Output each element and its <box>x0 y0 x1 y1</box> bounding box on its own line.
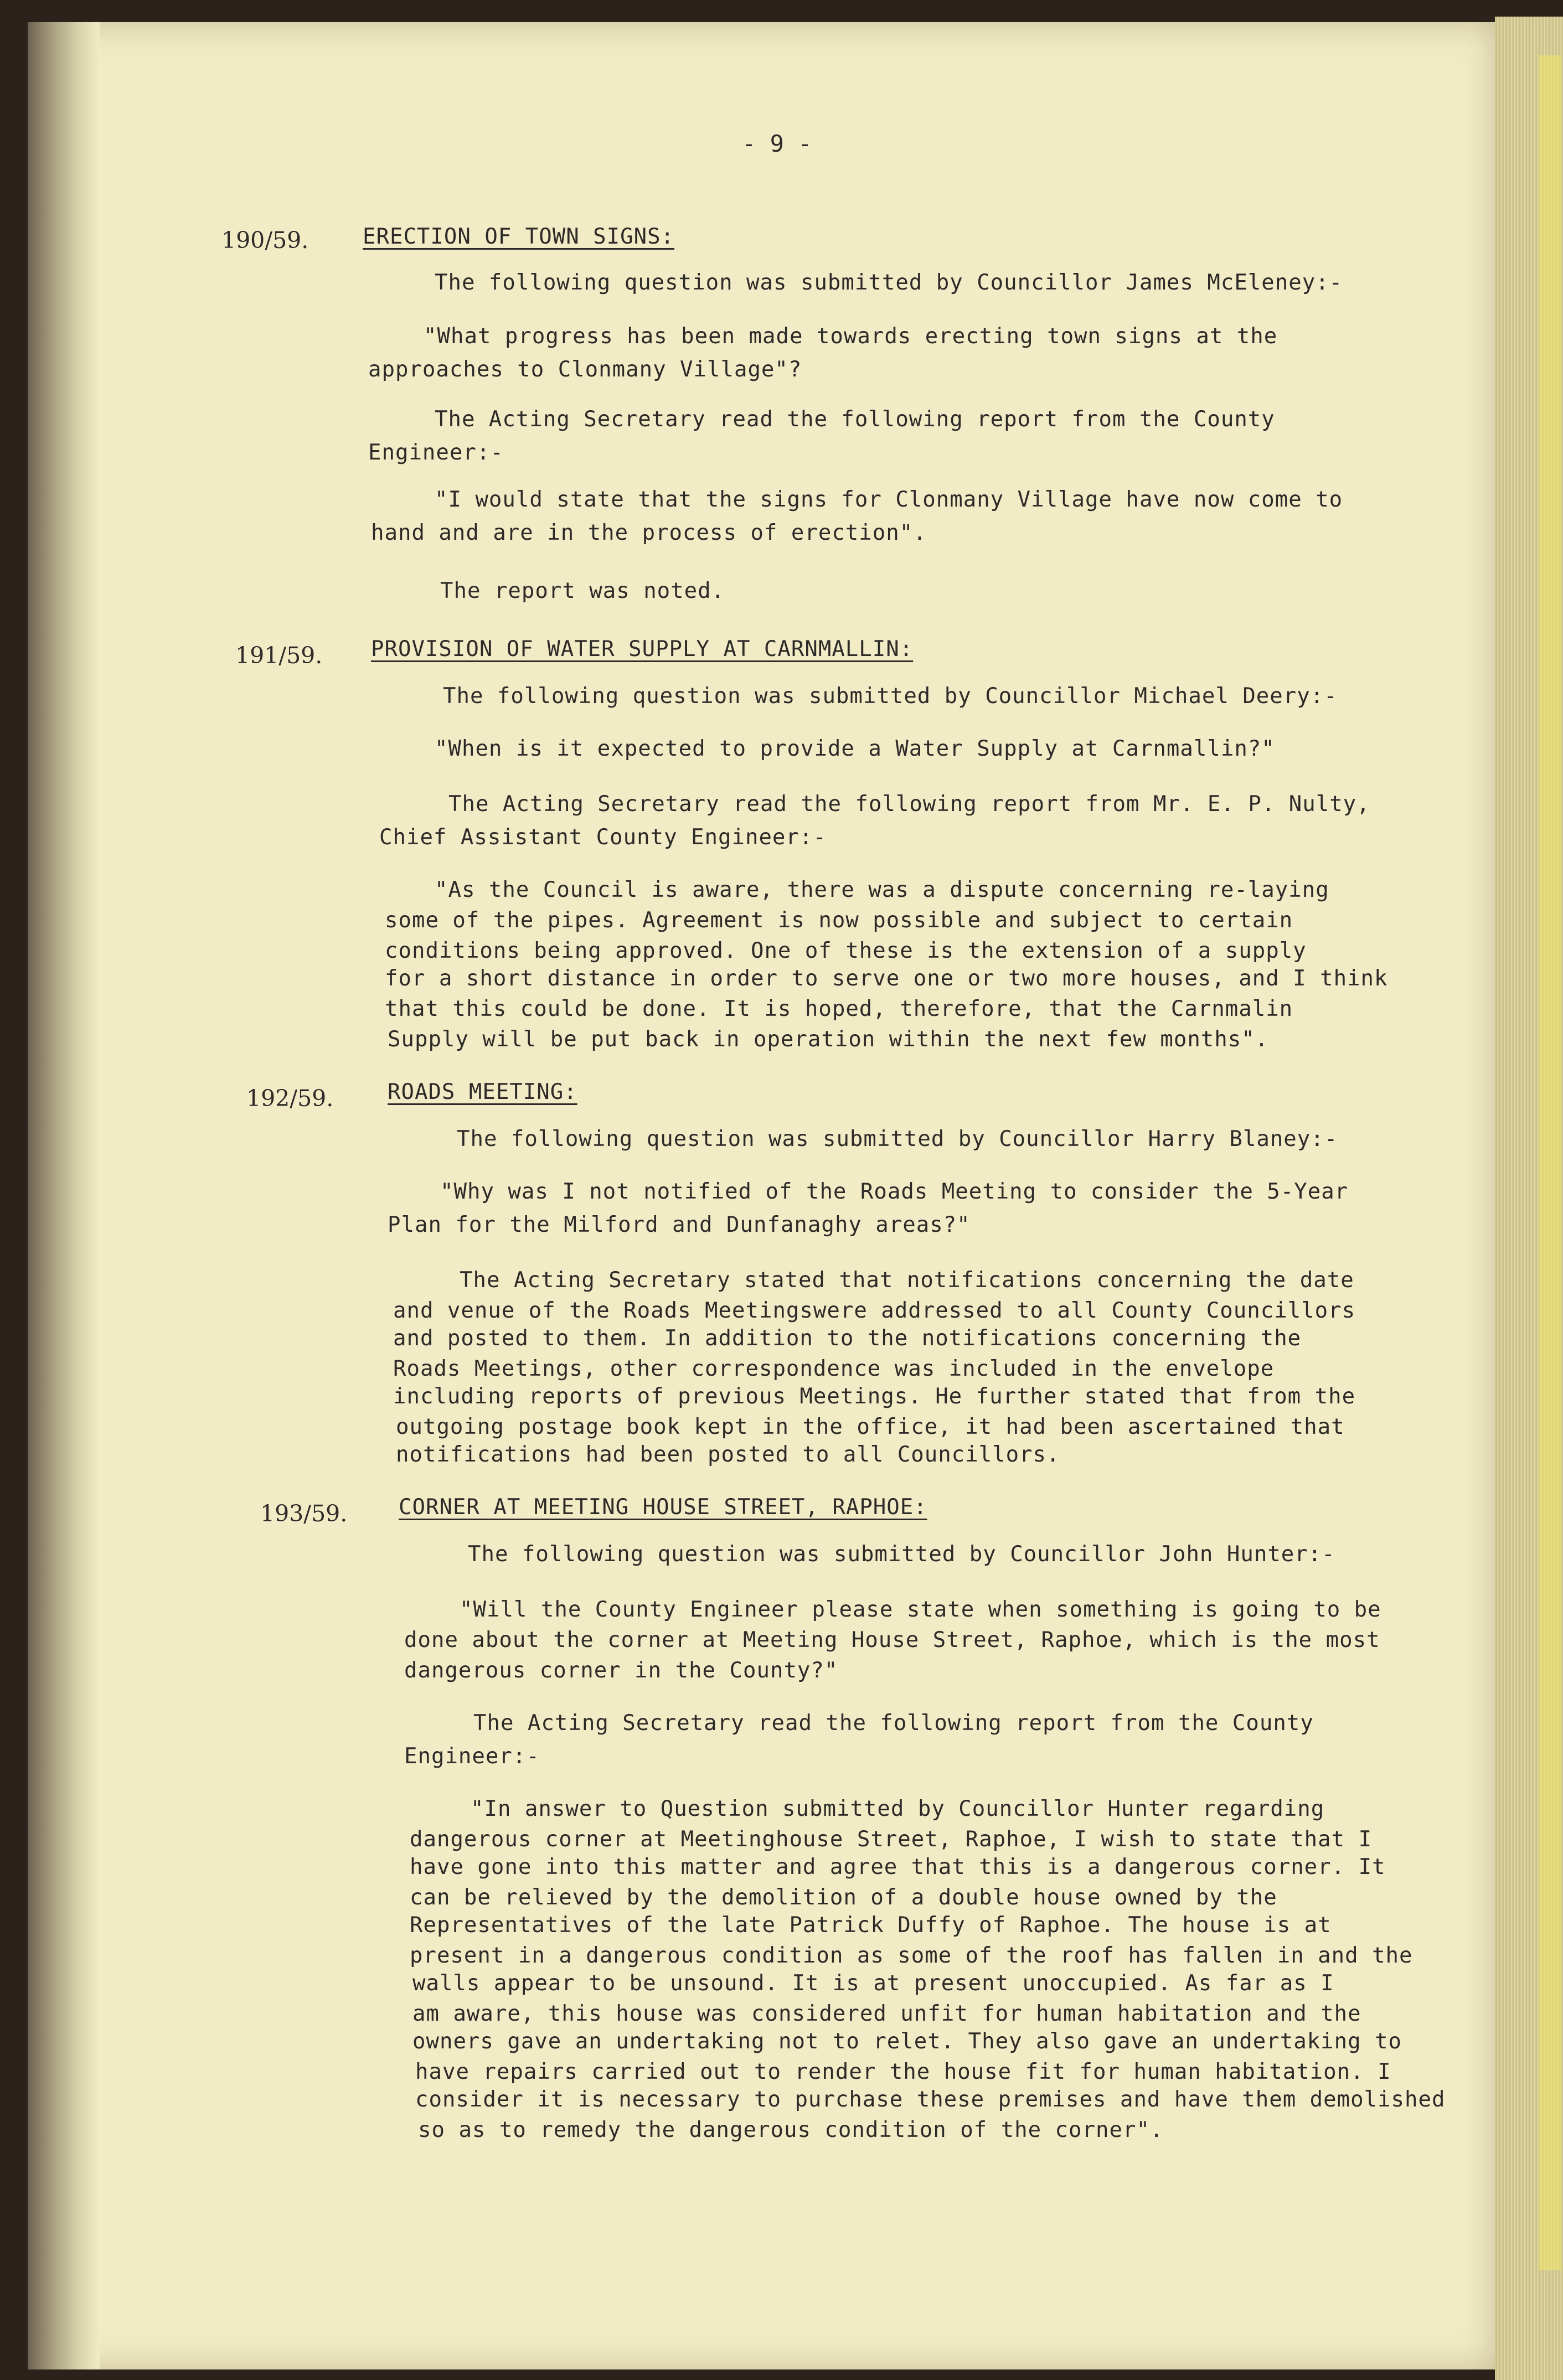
text-line: Roads Meetings, other correspondence was included in the envelope <box>393 1356 1275 1381</box>
text-line: The following question was submitted by Councillor James McEleney:- <box>435 270 1343 295</box>
item-number: 193/59. <box>260 1500 348 1527</box>
text-line: Representatives of the late Patrick Duffy of Raphoe. The house is at <box>410 1913 1332 1938</box>
text-line: present in a dangerous condition as some of the roof has fallen in and the <box>410 1943 1413 1968</box>
text-line: "As the Council is aware, there was a dispute concerning re-laying <box>435 877 1329 902</box>
item-heading: ERECTION OF TOWN SIGNS: <box>363 224 675 249</box>
text-line: "Why was I not notified of the Roads Meeting to consider the 5-Year <box>440 1179 1349 1204</box>
text-line: Plan for the Milford and Dunfanaghy areas?" <box>388 1212 971 1237</box>
text-line: "In answer to Question submitted by Councillor Hunter regarding <box>471 1796 1325 1821</box>
text-line: The report was noted. <box>440 579 725 603</box>
text-line: Supply will be put back in operation within the next few months". <box>388 1027 1269 1052</box>
item-heading: PROVISION OF WATER SUPPLY AT CARNMALLIN: <box>371 637 914 662</box>
text-line: and venue of the Roads Meetingswere addressed to all County Councillors <box>393 1298 1356 1323</box>
text-line: The Acting Secretary read the following report from the County <box>435 407 1275 432</box>
text-line: The Acting Secretary stated that notifications concerning the date <box>460 1268 1354 1293</box>
text-line: Engineer:- <box>368 440 504 465</box>
item-number: 190/59. <box>221 227 309 254</box>
text-line: notifications had been posted to all Councillors. <box>396 1442 1060 1467</box>
text-line: The following question was submitted by Councillor Harry Blaney:- <box>457 1127 1338 1152</box>
text-line: owners gave an undertaking not to relet. They also gave an undertaking to <box>412 2029 1402 2054</box>
text-line: "What progress has been made towards erecting town signs at the <box>424 324 1278 349</box>
text-line: so as to remedy the dangerous condition of the corner". <box>418 2118 1164 2142</box>
text-line: outgoing postage book kept in the office, it had been ascertained that <box>396 1414 1345 1439</box>
text-line: that this could be done. It is hoped, therefore, that the Carnmalin <box>385 997 1293 1021</box>
text-line: The Acting Secretary read the following report from Mr. E. P. Nulty, <box>448 792 1370 817</box>
item-number: 191/59. <box>235 642 323 669</box>
page-number: - 9 - <box>742 130 812 157</box>
text-line: Engineer:- <box>404 1744 540 1769</box>
text-line: approaches to Clonmany Village"? <box>368 357 802 382</box>
text-line: am aware, this house was considered unfit for human habitation and the <box>412 2001 1361 2026</box>
text-line: done about the corner at Meeting House Street, Raphoe, which is the most <box>404 1628 1380 1653</box>
text-line: and posted to them. In addition to the notifications concerning the <box>393 1326 1302 1351</box>
text-line: dangerous corner at Meetinghouse Street, Raphoe, I wish to state that I <box>410 1827 1373 1852</box>
page-edge-tint <box>1539 55 1561 2270</box>
text-line: can be relieved by the demolition of a double house owned by the <box>410 1885 1277 1910</box>
text-line: have repairs carried out to render the house fit for human habitation. I <box>415 2059 1391 2084</box>
text-line: "Will the County Engineer please state when something is going to be <box>460 1597 1381 1622</box>
text-line: "When is it expected to provide a Water Supply at Carnmallin?" <box>435 736 1275 761</box>
binding-gutter <box>28 22 100 2369</box>
text-line: The following question was submitted by Councillor John Hunter:- <box>468 1542 1335 1567</box>
text-line: for a short distance in order to serve one or two more houses, and I think <box>385 966 1388 991</box>
item-number: 192/59. <box>246 1085 334 1112</box>
text-line: The Acting Secretary read the following report from the County <box>473 1711 1314 1736</box>
text-line: dangerous corner in the County?" <box>404 1658 838 1683</box>
text-line: The following question was submitted by Councillor Michael Deery:- <box>443 684 1338 709</box>
text-line: walls appear to be unsound. It is at present unoccupied. As far as I <box>412 1971 1334 1996</box>
text-line: hand and are in the process of erection". <box>371 520 927 545</box>
text-line: conditions being approved. One of these is the extension of a supply <box>385 938 1307 963</box>
text-line: consider it is necessary to purchase these premises and have them demolished <box>415 2087 1446 2112</box>
text-line: including reports of previous Meetings. He further stated that from the <box>393 1384 1356 1409</box>
text-line: Chief Assistant County Engineer:- <box>379 825 827 850</box>
text-line: have gone into this matter and agree that this is a dangerous corner. It <box>410 1855 1386 1880</box>
item-heading: CORNER AT MEETING HOUSE STREET, RAPHOE: <box>399 1495 927 1520</box>
text-line: "I would state that the signs for Clonmany Village have now come to <box>435 487 1343 512</box>
text-line: some of the pipes. Agreement is now possible and subject to certain <box>385 908 1293 933</box>
item-heading: ROADS MEETING: <box>388 1080 577 1104</box>
